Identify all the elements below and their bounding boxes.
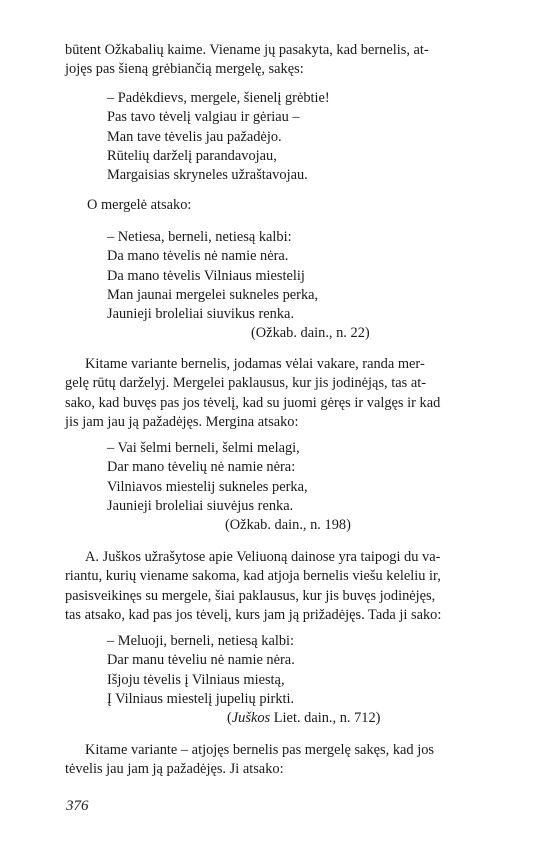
source-reference: Liet. dain., n. 712) — [270, 710, 381, 726]
text-line: gelę rūtų darželyj. Mergelei paklausus, kur jis jodinėjąs, tas at- — [65, 375, 426, 392]
text-line: būtent Ožkabalių kaime. Viename jų pasakyta, kad bernelis, at- — [65, 42, 429, 58]
text-line: A. Juškos užrašytose apie Veliuoną dainose yra taipogi du va- — [85, 549, 441, 565]
source-citation-3: (Juškos Liet. dain., n. 712) — [227, 710, 381, 726]
page-number: 376 — [66, 798, 89, 814]
text-line: jojęs pas šieną grėbiančią mergelę, sakęs: — [65, 61, 304, 78]
verse-line: Man tave tėvelis jau pažadėjo. — [107, 128, 282, 145]
paragraph-3 — [65, 548, 501, 625]
verse-line: – Padėkdievs, mergele, šienelį grėbtie! — [107, 90, 330, 106]
text-line: tas atsako, kad pas jos tėvelį, kurs jam ją prižadėjęs. Tada ji sako: — [65, 606, 442, 623]
verse-line: Man jaunai mergelei sukneles perka, — [107, 286, 319, 303]
text-line: Kitame variante bernelis, jodamas vėlai vakare, randa mer- — [85, 356, 425, 372]
verse-1 — [107, 89, 330, 185]
text-line: Kitame variante – atjojęs bernelis pas mergelę sakęs, kad jos — [85, 742, 434, 758]
text-line: pasisveikinęs su mergele, šiai paklausus, kur jis buvęs jodinėjęs, — [65, 587, 436, 604]
verse-line: Jaunieji broleliai siuvėjus renka. — [107, 497, 294, 514]
verse-3 — [107, 439, 308, 516]
verse-line: Pas tavo tėvelį valgiau ir gėriau – — [107, 109, 300, 126]
verse-line: Rūtelių darželį parandavojau, — [107, 147, 277, 164]
verse-line: Margaisias skryneles užraštavojau. — [107, 167, 308, 184]
source-citation-2: (Ožkab. dain., n. 198) — [225, 517, 351, 533]
paragraph-4 — [65, 741, 501, 780]
verse-line: Vilniavos miestelij sukneles perka, — [107, 478, 308, 495]
verse-4 — [107, 632, 295, 709]
verse-line: Dar manu tėveliu nė namie nėra. — [107, 652, 295, 669]
verse-line: Da mano tėvelis Vilniaus miestelij — [107, 267, 305, 284]
verse-line: – Netiesa, berneli, netiesą kalbi: — [107, 229, 292, 245]
source-citation-1: (Ožkab. dain., n. 22) — [251, 325, 370, 341]
text-line: sako, kad buvęs pas jos tėvelį, kad su juomi gėręs ir valgęs ir kad — [65, 394, 441, 411]
verse-line: – Meluoji, berneli, netiesą kalbi: — [107, 633, 295, 649]
verse-line: Jaunieji broleliai siuvikus renka. — [107, 306, 295, 323]
text-line: riantu, kurių viename sakoma, kad atjoja bernelis viešu keleliu ir, — [65, 568, 441, 585]
verse-line: Dar mano tėvelių nė namie nėra: — [107, 459, 296, 476]
source-author: Juškos — [231, 710, 271, 726]
verse-line: Da mano tėvelis nė namie nėra. — [107, 248, 289, 265]
verse-line: Į Vilniaus miestelį jupelių pirkti. — [107, 690, 295, 707]
answer-paragraph: O mergelė atsako: — [87, 197, 192, 213]
intro-paragraph — [65, 41, 501, 80]
verse-line: Išjoju tėvelis į Vilniaus miestą, — [107, 671, 285, 688]
text-line: tėvelis jau jam ją pažadėjęs. Ji atsako: — [65, 761, 284, 778]
verse-line: – Vai šelmi berneli, šelmi melagi, — [107, 440, 300, 456]
verse-2 — [107, 228, 318, 324]
paragraph-2 — [65, 355, 501, 432]
text-line: jis jam jau ją pažadėjęs. Mergina atsako: — [65, 413, 299, 430]
